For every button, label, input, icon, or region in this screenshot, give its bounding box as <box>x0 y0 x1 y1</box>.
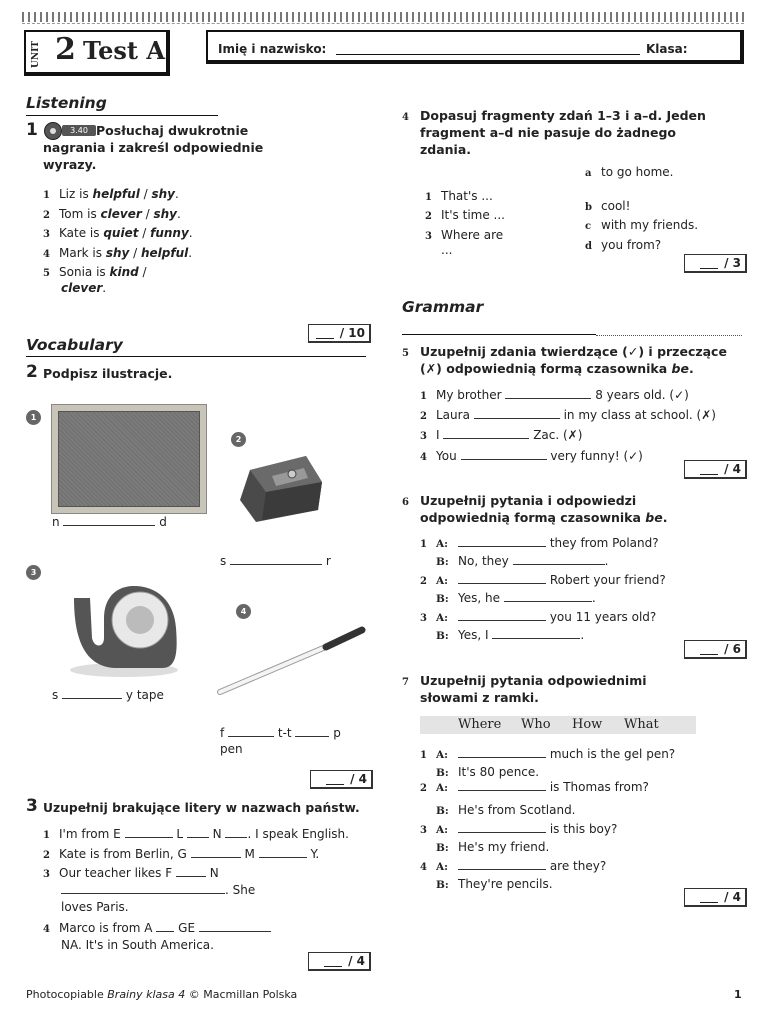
item-number: 3 <box>43 869 50 880</box>
item-number: 4 <box>43 249 50 260</box>
punct: . <box>188 226 193 240</box>
answer-field[interactable] <box>199 920 271 932</box>
item-text: much is the gel pen? <box>549 747 676 761</box>
answer-line <box>220 725 341 741</box>
item-letter: a <box>585 168 592 179</box>
item-text: Y. <box>310 847 320 861</box>
option-a[interactable]: quiet <box>103 226 139 240</box>
instruction-text: (✗) odpowiednią formą czasownika <box>420 361 672 376</box>
first-letter: s <box>52 688 59 702</box>
item-letter: d <box>585 241 592 252</box>
answer-field[interactable] <box>225 826 247 838</box>
item-text: He's from Scotland. <box>458 803 576 817</box>
separator: / <box>138 265 147 279</box>
item-number: 5 <box>43 268 50 279</box>
punct: . <box>102 281 107 295</box>
word-chip: What <box>624 717 659 732</box>
score-box[interactable] <box>684 640 747 659</box>
item-text: L <box>176 827 184 841</box>
item-text: they from Poland? <box>549 536 659 550</box>
page-number: 1 <box>734 988 742 1001</box>
item-text: GE <box>178 921 196 935</box>
list-item <box>420 427 582 445</box>
item-text: Our teacher likes F <box>59 866 173 880</box>
item-text: are they? <box>549 859 607 873</box>
answer-field[interactable] <box>230 553 322 565</box>
answer-line: pen <box>220 742 243 756</box>
section-rule <box>26 356 366 357</box>
dialog-line <box>420 858 606 876</box>
item-text: He's my friend. <box>458 840 550 854</box>
unit-label: UNIT <box>31 41 41 68</box>
answer-field[interactable] <box>259 846 307 858</box>
word-chip: How <box>572 717 603 732</box>
item-letter: b <box>585 202 592 213</box>
list-item <box>420 387 689 405</box>
last-letter: p <box>333 726 341 740</box>
middle-letters: t-t <box>277 726 292 740</box>
word-box <box>420 716 696 734</box>
list-item <box>43 206 181 224</box>
list-item <box>585 237 661 255</box>
punct: . <box>175 187 179 201</box>
footer-credit <box>26 988 297 1001</box>
option-a[interactable]: helpful <box>92 187 140 201</box>
instruction: zdania. <box>420 142 472 157</box>
item-text: Kate is <box>59 226 104 240</box>
item-number: 2 <box>43 210 50 221</box>
speaker-a: A: <box>436 782 449 794</box>
score-label: / 4 <box>350 772 367 786</box>
item-number: 3 <box>420 613 427 624</box>
item-text: N <box>209 866 219 880</box>
dialog-line <box>420 746 675 764</box>
answer-field[interactable] <box>62 687 122 699</box>
score-label: / 4 <box>724 462 741 476</box>
list-item-continued: loves Paris. <box>61 900 129 914</box>
list-item <box>585 217 698 235</box>
footer-text: Photocopiable <box>26 988 108 1001</box>
instruction: Posłuchaj dwukrotnie <box>96 123 249 138</box>
score-box[interactable] <box>684 888 747 907</box>
item-text: you 11 years old? <box>549 610 657 624</box>
exercise-number: 1 <box>26 120 38 140</box>
footer-text: © Macmillan Polska <box>185 988 298 1001</box>
answer-field[interactable] <box>228 725 274 737</box>
item-text: It's time ... <box>441 208 505 222</box>
item-text: Where are <box>441 228 504 242</box>
option-a[interactable]: kind <box>109 265 139 279</box>
speaker-b: B: <box>436 767 449 779</box>
exercise-number: 2 <box>26 362 38 382</box>
answer-field[interactable] <box>156 920 174 932</box>
item-number: 1 <box>425 192 432 203</box>
section-rule-dotted <box>596 335 742 336</box>
section-title-listening: Listening <box>26 94 107 112</box>
speaker-b: B: <box>436 842 449 854</box>
last-letter: d <box>159 515 167 529</box>
footer-book-title: Brainy klasa 4 <box>107 988 186 1001</box>
felt-tip-pen-icon <box>216 620 368 696</box>
list-item <box>43 826 349 844</box>
item-text: Robert your friend? <box>549 573 666 587</box>
item-text: Yes, he <box>458 591 500 605</box>
item-text: cool! <box>601 199 631 213</box>
item-text: N <box>212 827 222 841</box>
option-a[interactable]: clever <box>100 207 142 221</box>
score-label: / 4 <box>348 954 365 968</box>
answer-field[interactable] <box>458 858 546 870</box>
instruction: Uzupełnij pytania odpowiednimi <box>420 673 647 688</box>
answer-field[interactable] <box>443 427 529 439</box>
item-number: 2 <box>420 783 427 794</box>
speaker-a: A: <box>436 861 449 873</box>
answer-line <box>52 687 164 703</box>
section-title-grammar: Grammar <box>402 298 484 316</box>
item-number: 2 <box>43 850 50 861</box>
score-label: / 10 <box>339 326 365 340</box>
exercise-number: 6 <box>402 497 409 508</box>
answer-field[interactable] <box>505 387 591 399</box>
class-label: Klasa: <box>646 42 688 56</box>
exercise-number: 3 <box>26 796 38 816</box>
option-b[interactable]: helpful <box>141 246 189 260</box>
list-item <box>43 865 219 883</box>
score-label: / 6 <box>724 642 741 656</box>
last-letter: r <box>325 554 331 568</box>
speaker-b: B: <box>436 805 449 817</box>
item-text: I <box>436 428 440 442</box>
dialog-line <box>436 802 576 819</box>
dialog-line <box>436 627 584 644</box>
answer-field[interactable] <box>492 627 580 639</box>
instruction: słowami z ramki. <box>420 690 539 705</box>
item-text: to go home. <box>601 165 674 179</box>
list-item <box>43 245 192 263</box>
instruction: nagrania i zakreśl odpowiednie <box>43 140 264 155</box>
answer-field[interactable] <box>458 821 546 833</box>
speaker-b: B: <box>436 593 449 605</box>
list-item <box>420 407 716 425</box>
item-text: . She <box>225 883 256 897</box>
section-rule <box>26 115 218 116</box>
option-b[interactable]: clever <box>61 281 103 295</box>
instruction <box>420 360 694 377</box>
dialog-line <box>436 590 596 607</box>
instruction: Podpisz ilustracje. <box>43 366 173 381</box>
item-text: you from? <box>601 238 662 252</box>
instruction: Dopasuj fragmenty zdań 1–3 i a–d. Jeden <box>420 108 706 123</box>
answer-field[interactable] <box>461 448 547 460</box>
answer-field[interactable] <box>61 882 225 894</box>
first-letter: n <box>52 515 60 529</box>
answer-field[interactable] <box>187 826 209 838</box>
answer-field[interactable] <box>63 514 155 526</box>
answer-field[interactable] <box>458 609 546 621</box>
instruction-verb: be <box>645 510 663 525</box>
score-box[interactable] <box>308 952 371 971</box>
list-item <box>585 164 673 182</box>
score-box[interactable] <box>684 254 747 273</box>
dialog-line <box>436 839 549 856</box>
noticeboard-icon <box>51 404 207 514</box>
item-text: I'm from E <box>59 827 121 841</box>
punct: . <box>188 246 193 260</box>
answer-field[interactable] <box>458 535 546 547</box>
item-text: in my class at school. (✗) <box>563 408 716 422</box>
item-text: Sonia is <box>59 265 110 279</box>
option-b[interactable]: funny <box>150 226 189 240</box>
item-text: . I speak English. <box>247 827 349 841</box>
name-label: Imię i nazwisko: <box>218 42 327 56</box>
dialog-line <box>420 609 656 627</box>
list-item-continued <box>61 280 106 296</box>
dialog-line <box>420 821 617 839</box>
exercise-number: 4 <box>402 112 409 123</box>
item-number: 2 <box>420 576 427 587</box>
speaker-b: B: <box>436 630 449 642</box>
perforation-dots <box>22 12 744 22</box>
item-letter: c <box>585 221 592 232</box>
punct: . <box>604 554 609 568</box>
instruction-verb: be <box>671 361 689 376</box>
first-letter: f <box>220 726 225 740</box>
instruction-punct: . <box>662 510 668 525</box>
perforation-line <box>22 23 744 24</box>
item-number: 3 <box>43 229 50 240</box>
item-number: 3 <box>420 825 427 836</box>
item-text: Tom is <box>59 207 101 221</box>
item-number: 4 <box>43 924 50 935</box>
separator: / <box>141 207 154 221</box>
item-text: My brother <box>436 388 502 402</box>
instruction-punct: . <box>688 361 694 376</box>
item-text: That's ... <box>441 189 493 203</box>
picture-number: 1 <box>26 410 41 425</box>
sticky-tape-dispenser-icon <box>64 578 182 678</box>
unit-number: 2 <box>55 32 76 67</box>
score-box[interactable] <box>310 770 373 789</box>
instruction: fragment a–d nie pasuje do żadnego <box>420 125 677 140</box>
score-label: / 4 <box>724 890 741 904</box>
item-number: 1 <box>43 190 50 201</box>
list-item-continued <box>61 882 255 898</box>
list-item <box>43 846 319 864</box>
item-text: Liz is <box>59 187 93 201</box>
item-text: is Thomas from? <box>549 780 649 794</box>
list-item <box>585 198 630 216</box>
item-number: 4 <box>420 862 427 873</box>
section-title-vocabulary: Vocabulary <box>26 336 123 354</box>
item-text: Yes, I <box>458 628 489 642</box>
list-item <box>43 225 193 243</box>
pencil-sharpener-icon <box>236 448 328 526</box>
item-number: 2 <box>425 211 432 222</box>
first-letter: s <box>220 554 227 568</box>
answer-field[interactable] <box>191 846 241 858</box>
score-box[interactable] <box>308 324 371 343</box>
item-number: 3 <box>420 431 427 442</box>
picture-number: 4 <box>236 604 251 619</box>
speaker-b: B: <box>436 556 449 568</box>
instruction: Uzupełnij brakujące litery w nazwach państw. <box>43 801 360 815</box>
punct: . <box>176 207 181 221</box>
instruction <box>420 509 667 526</box>
test-title: Test A <box>83 36 165 65</box>
item-text: with my friends. <box>601 218 699 232</box>
score-label: / 3 <box>724 256 741 270</box>
list-item <box>420 448 643 466</box>
section-rule <box>402 334 596 335</box>
item-text: Marco is from A <box>59 921 153 935</box>
item-text: Kate is from Berlin, G <box>59 847 187 861</box>
answer-field[interactable] <box>176 865 206 877</box>
instruction: Uzupełnij pytania i odpowiedzi <box>420 493 637 508</box>
option-a[interactable]: shy <box>105 246 130 260</box>
list-item <box>425 227 503 245</box>
exercise-number: 5 <box>402 348 409 359</box>
last-letter: y tape <box>125 688 164 702</box>
speaker-a: A: <box>436 749 449 761</box>
separator: / <box>129 246 141 260</box>
score-box[interactable] <box>684 460 747 479</box>
item-text: 8 years old. (✓) <box>595 388 689 402</box>
cd-icon <box>44 122 62 140</box>
item-number: 1 <box>43 830 50 841</box>
speaker-b: B: <box>436 879 449 891</box>
separator: / <box>139 187 152 201</box>
item-number: 3 <box>425 231 432 242</box>
item-text: is this boy? <box>549 822 618 836</box>
item-text: They're pencils. <box>458 877 553 891</box>
speaker-a: A: <box>436 612 449 624</box>
answer-field[interactable] <box>458 746 546 758</box>
option-b[interactable]: shy <box>151 187 175 201</box>
item-number: 2 <box>420 411 427 422</box>
item-text: You <box>436 449 457 463</box>
speaker-a: A: <box>436 824 449 836</box>
word-chip: Who <box>521 717 551 732</box>
item-text: very funny! (✓) <box>550 449 643 463</box>
answer-field[interactable] <box>295 725 329 737</box>
dialog-line <box>420 572 666 590</box>
item-number: 1 <box>420 539 427 550</box>
dialog-line <box>436 876 553 893</box>
name-field[interactable] <box>336 54 640 55</box>
dialog-line <box>420 779 649 797</box>
picture-number: 2 <box>231 432 246 447</box>
list-item <box>43 186 179 204</box>
instruction: wyrazy. <box>43 157 97 172</box>
answer-field[interactable] <box>458 572 546 584</box>
answer-field[interactable] <box>458 779 546 791</box>
separator: / <box>138 226 151 240</box>
answer-field[interactable] <box>474 407 560 419</box>
item-text: It's 80 pence. <box>458 765 540 779</box>
list-item <box>43 920 271 938</box>
item-text: M <box>244 847 255 861</box>
answer-line <box>220 553 331 569</box>
punct: . <box>580 628 585 642</box>
speaker-a: A: <box>436 575 449 587</box>
answer-field[interactable] <box>513 553 605 565</box>
picture-number: 3 <box>26 565 41 580</box>
list-item <box>425 207 505 225</box>
punct: . <box>591 591 596 605</box>
answer-field[interactable] <box>504 590 592 602</box>
item-text: No, they <box>458 554 509 568</box>
dialog-line <box>420 535 659 553</box>
list-item <box>425 188 493 206</box>
word-chip: Where <box>458 717 502 732</box>
item-text: Zac. (✗) <box>533 428 583 442</box>
exercise-number: 7 <box>402 677 409 688</box>
dialog-line <box>436 553 608 570</box>
answer-line <box>52 514 167 530</box>
instruction: Uzupełnij zdania twierdzące (✓) i przeczące <box>420 344 727 359</box>
answer-field[interactable] <box>125 826 173 838</box>
item-text: Mark is <box>59 246 106 260</box>
item-number: 1 <box>420 391 427 402</box>
option-b[interactable]: shy <box>153 207 177 221</box>
list-item-continued: NA. It's in South America. <box>61 938 214 952</box>
item-number: 4 <box>420 452 427 463</box>
speaker-a: A: <box>436 538 449 550</box>
list-item-continued: ... <box>441 243 453 257</box>
instruction-text: odpowiednią formą czasownika <box>420 510 646 525</box>
track-badge: 3.40 <box>62 125 96 136</box>
item-text: Laura <box>436 408 470 422</box>
item-number: 1 <box>420 750 427 761</box>
